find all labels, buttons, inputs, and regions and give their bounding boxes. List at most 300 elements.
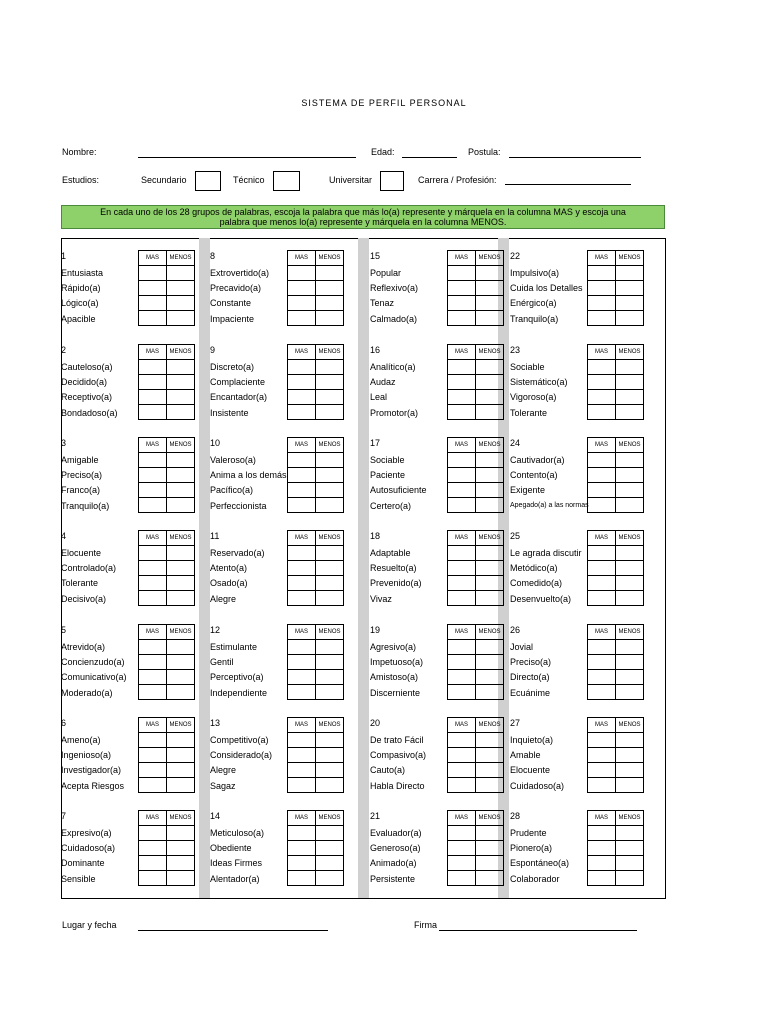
mas-checkbox-cell[interactable] — [288, 856, 316, 871]
menos-checkbox-cell[interactable] — [616, 483, 644, 498]
mas-checkbox-cell[interactable] — [448, 576, 476, 591]
menos-checkbox-cell[interactable] — [167, 311, 195, 326]
mas-checkbox-cell[interactable] — [448, 748, 476, 763]
mas-checkbox-cell[interactable] — [139, 733, 167, 748]
group-word: Exigente — [510, 485, 546, 495]
group-number: 24 — [510, 438, 521, 448]
mas-checkbox-cell[interactable] — [139, 871, 167, 886]
universitar-checkbox[interactable] — [380, 171, 404, 191]
mas-checkbox-cell[interactable] — [448, 375, 476, 390]
mas-checkbox-cell[interactable] — [288, 498, 316, 513]
mas-checkbox-cell[interactable] — [139, 468, 167, 483]
mas-checkbox-cell[interactable] — [448, 546, 476, 561]
word-group — [510, 616, 658, 698]
group-word: Encantador(a) — [210, 392, 268, 402]
mas-checkbox-cell[interactable] — [139, 561, 167, 576]
mas-checkbox-cell[interactable] — [448, 778, 476, 793]
menos-checkbox-cell[interactable] — [167, 748, 195, 763]
mas-checkbox-cell[interactable] — [139, 591, 167, 606]
mas-checkbox-cell[interactable] — [288, 733, 316, 748]
menos-checkbox-cell[interactable] — [316, 778, 344, 793]
mas-checkbox-cell[interactable] — [588, 453, 616, 468]
menos-checkbox-cell[interactable] — [476, 296, 504, 311]
mas-checkbox-cell[interactable] — [139, 546, 167, 561]
menos-header: MENOS — [167, 625, 195, 640]
menos-checkbox-cell[interactable] — [616, 561, 644, 576]
menos-checkbox-cell[interactable] — [316, 591, 344, 606]
mas-checkbox-cell[interactable] — [288, 281, 316, 296]
mas-checkbox-cell[interactable] — [588, 748, 616, 763]
group-word: Sistemático(a) — [510, 377, 568, 387]
postula-field[interactable] — [509, 157, 641, 158]
group-word: Atento(a) — [210, 563, 248, 573]
menos-checkbox-cell[interactable] — [316, 685, 344, 700]
mas-checkbox-cell[interactable] — [139, 266, 167, 281]
group-word: Amistoso(a) — [370, 672, 419, 682]
menos-checkbox-cell[interactable] — [476, 468, 504, 483]
mas-checkbox-cell[interactable] — [588, 685, 616, 700]
menos-checkbox-cell[interactable] — [476, 685, 504, 700]
menos-checkbox-cell[interactable] — [616, 498, 644, 513]
menos-checkbox-cell[interactable] — [316, 655, 344, 670]
menos-checkbox-cell[interactable] — [616, 871, 644, 886]
menos-checkbox-cell[interactable] — [167, 498, 195, 513]
menos-checkbox-cell[interactable] — [476, 871, 504, 886]
mas-header: MAS — [448, 345, 476, 360]
menos-checkbox-cell[interactable] — [316, 360, 344, 375]
mas-checkbox-cell[interactable] — [588, 655, 616, 670]
menos-checkbox-cell[interactable] — [316, 468, 344, 483]
mas-checkbox-cell[interactable] — [588, 591, 616, 606]
mas-checkbox-cell[interactable] — [448, 826, 476, 841]
mas-checkbox-cell[interactable] — [588, 281, 616, 296]
menos-header: MENOS — [476, 718, 504, 733]
mas-checkbox-cell[interactable] — [448, 685, 476, 700]
mas-checkbox-cell[interactable] — [288, 826, 316, 841]
group-word: Vivaz — [370, 594, 392, 604]
group-word: Controlado(a) — [61, 563, 117, 573]
mas-header: MAS — [588, 438, 616, 453]
menos-checkbox-cell[interactable] — [476, 748, 504, 763]
word-group — [370, 429, 521, 511]
menos-checkbox-cell[interactable] — [167, 733, 195, 748]
mas-checkbox-cell[interactable] — [139, 576, 167, 591]
mas-checkbox-cell[interactable] — [448, 498, 476, 513]
menos-checkbox-cell[interactable] — [616, 296, 644, 311]
group-word: Cuida los Detalles — [510, 283, 583, 293]
menos-checkbox-cell[interactable] — [167, 871, 195, 886]
menos-checkbox-cell[interactable] — [316, 296, 344, 311]
mas-checkbox-cell[interactable] — [448, 640, 476, 655]
tecnico-checkbox[interactable] — [273, 171, 300, 191]
menos-checkbox-cell[interactable] — [167, 375, 195, 390]
menos-checkbox-cell[interactable] — [616, 360, 644, 375]
mas-checkbox-cell[interactable] — [139, 360, 167, 375]
menos-header: MENOS — [167, 251, 195, 266]
menos-checkbox-cell[interactable] — [616, 778, 644, 793]
menos-checkbox-cell[interactable] — [167, 685, 195, 700]
mas-checkbox-cell[interactable] — [288, 483, 316, 498]
group-number: 18 — [370, 531, 381, 541]
group-word: Colaborador — [510, 874, 560, 884]
mas-header: MAS — [588, 345, 616, 360]
menos-checkbox-cell[interactable] — [616, 266, 644, 281]
menos-checkbox-cell[interactable] — [167, 360, 195, 375]
menos-checkbox-cell[interactable] — [616, 841, 644, 856]
menos-checkbox-cell[interactable] — [167, 670, 195, 685]
edad-field[interactable] — [402, 157, 457, 158]
menos-checkbox-cell[interactable] — [616, 546, 644, 561]
menos-checkbox-cell[interactable] — [316, 483, 344, 498]
mas-checkbox-cell[interactable] — [288, 748, 316, 763]
menos-checkbox-cell[interactable] — [476, 576, 504, 591]
menos-checkbox-cell[interactable] — [167, 856, 195, 871]
mas-checkbox-cell[interactable] — [448, 483, 476, 498]
menos-checkbox-cell[interactable] — [316, 856, 344, 871]
mas-checkbox-cell[interactable] — [139, 483, 167, 498]
group-word: Considerado(a) — [210, 750, 273, 760]
menos-checkbox-cell[interactable] — [316, 576, 344, 591]
mas-checkbox-cell[interactable] — [448, 841, 476, 856]
mas-checkbox-cell[interactable] — [288, 405, 316, 420]
mas-checkbox-cell[interactable] — [288, 576, 316, 591]
menos-checkbox-cell[interactable] — [167, 266, 195, 281]
menos-checkbox-cell[interactable] — [316, 640, 344, 655]
mas-checkbox-cell[interactable] — [288, 311, 316, 326]
menos-checkbox-cell[interactable] — [167, 390, 195, 405]
menos-checkbox-cell[interactable] — [316, 748, 344, 763]
menos-checkbox-cell[interactable] — [167, 453, 195, 468]
lugar-fecha-field[interactable] — [138, 930, 328, 931]
group-word: Elocuente — [61, 548, 102, 558]
mas-checkbox-cell[interactable] — [139, 655, 167, 670]
mas-checkbox-cell[interactable] — [588, 360, 616, 375]
mas-checkbox-cell[interactable] — [288, 591, 316, 606]
mas-checkbox-cell[interactable] — [288, 841, 316, 856]
mas-checkbox-cell[interactable] — [588, 856, 616, 871]
word-group — [210, 242, 358, 324]
menos-checkbox-cell[interactable] — [476, 856, 504, 871]
menos-checkbox-cell[interactable] — [616, 856, 644, 871]
word-group — [510, 242, 658, 324]
group-word: Obediente — [210, 843, 252, 853]
menos-checkbox-cell[interactable] — [167, 405, 195, 420]
menos-checkbox-cell[interactable] — [616, 281, 644, 296]
menos-checkbox-cell[interactable] — [616, 591, 644, 606]
menos-header: MENOS — [316, 718, 344, 733]
group-number: 17 — [370, 438, 381, 448]
mas-menos-table — [587, 717, 644, 793]
mas-checkbox-cell[interactable] — [139, 685, 167, 700]
group-word: Independiente — [210, 688, 268, 698]
mas-checkbox-cell[interactable] — [448, 871, 476, 886]
mas-checkbox-cell[interactable] — [448, 670, 476, 685]
menos-checkbox-cell[interactable] — [476, 266, 504, 281]
menos-checkbox-cell[interactable] — [167, 841, 195, 856]
menos-checkbox-cell[interactable] — [616, 405, 644, 420]
menos-checkbox-cell[interactable] — [167, 296, 195, 311]
menos-checkbox-cell[interactable] — [476, 375, 504, 390]
group-word: Acepta Riesgos — [61, 781, 125, 791]
group-word: Complaciente — [210, 377, 266, 387]
mas-checkbox-cell[interactable] — [588, 670, 616, 685]
menos-checkbox-cell[interactable] — [167, 763, 195, 778]
menos-checkbox-cell[interactable] — [167, 640, 195, 655]
menos-checkbox-cell[interactable] — [476, 311, 504, 326]
menos-checkbox-cell[interactable] — [616, 390, 644, 405]
menos-checkbox-cell[interactable] — [616, 763, 644, 778]
menos-checkbox-cell[interactable] — [476, 733, 504, 748]
mas-checkbox-cell[interactable] — [448, 561, 476, 576]
group-number: 3 — [61, 438, 67, 448]
mas-checkbox-cell[interactable] — [139, 281, 167, 296]
group-word: Elocuente — [510, 765, 551, 775]
mas-checkbox-cell[interactable] — [139, 856, 167, 871]
menos-checkbox-cell[interactable] — [616, 748, 644, 763]
mas-checkbox-cell[interactable] — [288, 360, 316, 375]
mas-menos-table — [587, 624, 644, 700]
menos-checkbox-cell[interactable] — [316, 670, 344, 685]
firma-field[interactable] — [439, 930, 637, 931]
menos-checkbox-cell[interactable] — [476, 655, 504, 670]
menos-checkbox-cell[interactable] — [476, 405, 504, 420]
mas-checkbox-cell[interactable] — [588, 498, 616, 513]
mas-checkbox-cell[interactable] — [288, 546, 316, 561]
mas-checkbox-cell[interactable] — [448, 591, 476, 606]
mas-checkbox-cell[interactable] — [588, 763, 616, 778]
word-group — [510, 522, 658, 604]
menos-checkbox-cell[interactable] — [167, 778, 195, 793]
menos-checkbox-cell[interactable] — [476, 390, 504, 405]
mas-checkbox-cell[interactable] — [588, 576, 616, 591]
menos-checkbox-cell[interactable] — [476, 640, 504, 655]
menos-checkbox-cell[interactable] — [476, 546, 504, 561]
menos-checkbox-cell[interactable] — [316, 311, 344, 326]
mas-checkbox-cell[interactable] — [588, 733, 616, 748]
mas-checkbox-cell[interactable] — [139, 498, 167, 513]
menos-checkbox-cell[interactable] — [316, 375, 344, 390]
menos-header: MENOS — [476, 531, 504, 546]
mas-checkbox-cell[interactable] — [588, 390, 616, 405]
menos-header: MENOS — [476, 625, 504, 640]
mas-checkbox-cell[interactable] — [448, 655, 476, 670]
menos-checkbox-cell[interactable] — [316, 733, 344, 748]
mas-checkbox-cell[interactable] — [288, 266, 316, 281]
mas-checkbox-cell[interactable] — [588, 826, 616, 841]
mas-checkbox-cell[interactable] — [288, 670, 316, 685]
group-word: Habla Directo — [370, 781, 425, 791]
mas-checkbox-cell[interactable] — [448, 390, 476, 405]
word-group — [61, 336, 209, 418]
menos-checkbox-cell[interactable] — [476, 498, 504, 513]
mas-checkbox-cell[interactable] — [448, 856, 476, 871]
menos-checkbox-cell[interactable] — [616, 468, 644, 483]
menos-header: MENOS — [167, 718, 195, 733]
group-word: Animado(a) — [370, 858, 417, 868]
column-separator-2 — [358, 238, 369, 898]
mas-checkbox-cell[interactable] — [588, 375, 616, 390]
edad-label: Edad: — [371, 147, 395, 157]
mas-checkbox-cell[interactable] — [139, 763, 167, 778]
mas-checkbox-cell[interactable] — [588, 561, 616, 576]
menos-checkbox-cell[interactable] — [167, 468, 195, 483]
menos-checkbox-cell[interactable] — [316, 281, 344, 296]
mas-checkbox-cell[interactable] — [139, 670, 167, 685]
menos-checkbox-cell[interactable] — [476, 483, 504, 498]
mas-checkbox-cell[interactable] — [288, 655, 316, 670]
group-word: Compasivo(a) — [370, 750, 427, 760]
menos-checkbox-cell[interactable] — [316, 405, 344, 420]
mas-checkbox-cell[interactable] — [588, 311, 616, 326]
mas-checkbox-cell[interactable] — [448, 453, 476, 468]
mas-checkbox-cell[interactable] — [448, 281, 476, 296]
mas-checkbox-cell[interactable] — [288, 375, 316, 390]
menos-checkbox-cell[interactable] — [476, 453, 504, 468]
menos-checkbox-cell[interactable] — [476, 360, 504, 375]
menos-checkbox-cell[interactable] — [476, 826, 504, 841]
menos-checkbox-cell[interactable] — [316, 453, 344, 468]
menos-checkbox-cell[interactable] — [316, 561, 344, 576]
group-word: Cuidadoso(a) — [510, 781, 565, 791]
mas-checkbox-cell[interactable] — [448, 360, 476, 375]
mas-checkbox-cell[interactable] — [448, 763, 476, 778]
group-word: Apacible — [61, 314, 96, 324]
mas-checkbox-cell[interactable] — [588, 546, 616, 561]
menos-checkbox-cell[interactable] — [316, 826, 344, 841]
mas-checkbox-cell[interactable] — [448, 733, 476, 748]
mas-checkbox-cell[interactable] — [588, 405, 616, 420]
mas-checkbox-cell[interactable] — [588, 266, 616, 281]
menos-checkbox-cell[interactable] — [167, 826, 195, 841]
menos-checkbox-cell[interactable] — [167, 655, 195, 670]
mas-checkbox-cell[interactable] — [588, 871, 616, 886]
mas-checkbox-cell[interactable] — [288, 871, 316, 886]
word-group — [510, 802, 658, 884]
mas-checkbox-cell[interactable] — [139, 748, 167, 763]
mas-checkbox-cell[interactable] — [448, 468, 476, 483]
mas-menos-table — [587, 810, 644, 886]
mas-menos-table — [447, 250, 504, 326]
menos-checkbox-cell[interactable] — [616, 655, 644, 670]
mas-checkbox-cell[interactable] — [288, 468, 316, 483]
group-word: Impulsivo(a) — [510, 268, 560, 278]
menos-checkbox-cell[interactable] — [316, 871, 344, 886]
mas-checkbox-cell[interactable] — [139, 375, 167, 390]
menos-checkbox-cell[interactable] — [616, 311, 644, 326]
group-number: 11 — [210, 531, 220, 541]
menos-checkbox-cell[interactable] — [167, 576, 195, 591]
menos-checkbox-cell[interactable] — [316, 763, 344, 778]
menos-checkbox-cell[interactable] — [167, 281, 195, 296]
group-word: Cuidadoso(a) — [61, 843, 116, 853]
menos-checkbox-cell[interactable] — [316, 841, 344, 856]
menos-checkbox-cell[interactable] — [476, 670, 504, 685]
mas-checkbox-cell[interactable] — [139, 778, 167, 793]
menos-checkbox-cell[interactable] — [316, 390, 344, 405]
mas-checkbox-cell[interactable] — [288, 778, 316, 793]
group-word: Reflexivo(a) — [370, 283, 419, 293]
menos-checkbox-cell[interactable] — [616, 640, 644, 655]
group-number: 13 — [210, 718, 221, 728]
menos-checkbox-cell[interactable] — [476, 841, 504, 856]
menos-checkbox-cell[interactable] — [616, 670, 644, 685]
mas-checkbox-cell[interactable] — [139, 405, 167, 420]
carrera-field[interactable] — [505, 184, 631, 185]
menos-checkbox-cell[interactable] — [167, 546, 195, 561]
menos-checkbox-cell[interactable] — [616, 733, 644, 748]
mas-checkbox-cell[interactable] — [139, 826, 167, 841]
menos-checkbox-cell[interactable] — [316, 546, 344, 561]
mas-header: MAS — [588, 251, 616, 266]
mas-checkbox-cell[interactable] — [288, 453, 316, 468]
menos-checkbox-cell[interactable] — [316, 266, 344, 281]
menos-checkbox-cell[interactable] — [616, 685, 644, 700]
menos-checkbox-cell[interactable] — [167, 591, 195, 606]
mas-menos-table — [287, 530, 344, 606]
group-word: Anima a los demás — [210, 470, 287, 480]
menos-checkbox-cell[interactable] — [167, 561, 195, 576]
menos-checkbox-cell[interactable] — [616, 453, 644, 468]
menos-checkbox-cell[interactable] — [616, 375, 644, 390]
menos-checkbox-cell[interactable] — [476, 281, 504, 296]
mas-checkbox-cell[interactable] — [288, 685, 316, 700]
mas-checkbox-cell[interactable] — [448, 405, 476, 420]
group-word: Cautivador(a) — [510, 455, 565, 465]
menos-checkbox-cell[interactable] — [316, 498, 344, 513]
mas-checkbox-cell[interactable] — [588, 468, 616, 483]
mas-checkbox-cell[interactable] — [288, 561, 316, 576]
menos-checkbox-cell[interactable] — [476, 591, 504, 606]
mas-checkbox-cell[interactable] — [139, 390, 167, 405]
group-word: Agresivo(a) — [370, 642, 417, 652]
mas-checkbox-cell[interactable] — [588, 778, 616, 793]
menos-checkbox-cell[interactable] — [476, 561, 504, 576]
mas-checkbox-cell[interactable] — [448, 311, 476, 326]
mas-menos-table — [138, 344, 195, 420]
group-word: Pacífico(a) — [210, 485, 254, 495]
mas-menos-table — [587, 530, 644, 606]
mas-checkbox-cell[interactable] — [588, 483, 616, 498]
mas-checkbox-cell[interactable] — [588, 841, 616, 856]
mas-checkbox-cell[interactable] — [588, 640, 616, 655]
mas-checkbox-cell[interactable] — [288, 640, 316, 655]
mas-checkbox-cell[interactable] — [139, 841, 167, 856]
mas-checkbox-cell[interactable] — [288, 763, 316, 778]
mas-checkbox-cell[interactable] — [288, 296, 316, 311]
menos-checkbox-cell[interactable] — [167, 483, 195, 498]
mas-checkbox-cell[interactable] — [588, 296, 616, 311]
mas-checkbox-cell[interactable] — [139, 453, 167, 468]
menos-checkbox-cell[interactable] — [476, 778, 504, 793]
nombre-field[interactable] — [138, 157, 356, 158]
menos-checkbox-cell[interactable] — [476, 763, 504, 778]
menos-header: MENOS — [167, 811, 195, 826]
menos-checkbox-cell[interactable] — [616, 826, 644, 841]
word-group — [210, 336, 358, 418]
mas-checkbox-cell[interactable] — [288, 390, 316, 405]
mas-checkbox-cell[interactable] — [448, 296, 476, 311]
group-word: Desenvuelto(a) — [510, 594, 572, 604]
secundario-checkbox[interactable] — [195, 171, 221, 191]
group-word: Metódico(a) — [510, 563, 558, 573]
menos-checkbox-cell[interactable] — [616, 576, 644, 591]
mas-header: MAS — [448, 251, 476, 266]
mas-checkbox-cell[interactable] — [448, 266, 476, 281]
mas-checkbox-cell[interactable] — [139, 296, 167, 311]
mas-checkbox-cell[interactable] — [139, 640, 167, 655]
group-word: Prevenido(a) — [370, 578, 422, 588]
mas-checkbox-cell[interactable] — [139, 311, 167, 326]
